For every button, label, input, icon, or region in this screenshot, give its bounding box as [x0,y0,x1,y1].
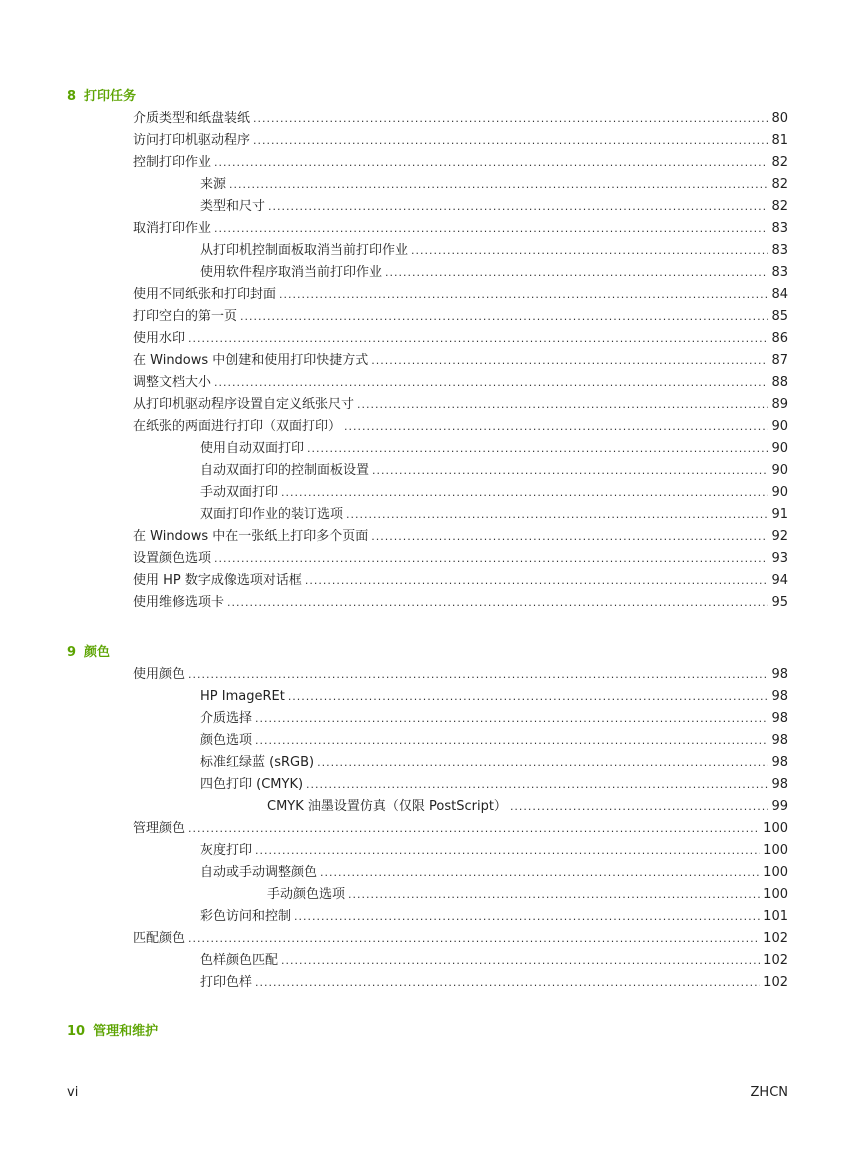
chapter-heading[interactable] [67,645,110,661]
dot-leader [214,221,768,237]
toc-page-number: 100 [763,821,788,836]
toc-entry-title: 双面打印作业的装订选项 [200,507,344,522]
toc-entry-title: 设置颜色选项 [133,551,212,566]
toc-page-number: 87 [771,353,788,368]
toc-entry-title: 打印空白的第一页 [133,309,238,324]
dot-leader [344,419,768,435]
toc-page-number: 81 [771,133,788,148]
dot-leader [279,287,768,303]
toc-entry-title: 介质类型和纸盘装纸 [133,111,251,126]
dot-leader [188,667,768,683]
toc-entry-title: 颜色选项 [200,733,253,748]
toc-entry-title: 控制打印作业 [133,155,212,170]
toc-page-number: 82 [771,199,788,214]
toc-page-number: 85 [771,309,788,324]
toc-entry-title: 使用维修选项卡 [133,595,225,610]
chapter-title: 打印任务 [84,89,137,104]
toc-entry[interactable] [133,931,788,947]
dot-leader [348,887,760,903]
dot-leader [411,243,768,259]
toc-page-number: 102 [763,975,788,990]
dot-leader [372,463,768,479]
chapter-number: 9 [67,645,77,660]
toc-entry[interactable] [200,777,788,793]
toc-page-number: 83 [771,243,788,258]
dot-leader [281,953,760,969]
toc-entry-title: 在 Windows 中在一张纸上打印多个页面 [133,529,369,544]
toc-entry[interactable] [200,953,788,969]
toc-page-number: 86 [771,331,788,346]
dot-leader [346,507,768,523]
chapter-title: 颜色 [84,645,111,660]
toc-entry-title: 在 Windows 中创建和使用打印快捷方式 [133,353,369,368]
toc-entry-title: 色样颜色匹配 [200,953,279,968]
toc-page-number: 99 [771,799,788,814]
toc-page-number: 84 [771,287,788,302]
toc-entry-title: CMYK 油墨设置仿真（仅限 PostScript） [267,799,507,814]
toc-entry[interactable] [200,441,788,457]
toc-entry[interactable] [200,689,788,705]
dot-leader [214,551,768,567]
dot-leader [229,177,768,193]
toc-page-number: 100 [763,843,788,858]
toc-entry-title: 自动双面打印的控制面板设置 [200,463,370,478]
dot-leader [253,111,768,127]
chapter-heading[interactable] [67,1024,158,1040]
dot-leader [385,265,768,281]
toc-entry-title: 从打印机控制面板取消当前打印作业 [200,243,409,258]
toc-entry[interactable] [200,733,788,749]
toc-entry-title: 四色打印 (CMYK) [200,777,304,792]
toc-page-number: 102 [763,953,788,968]
toc-entry[interactable] [200,199,788,215]
dot-leader [214,375,768,391]
toc-entry[interactable] [200,755,788,771]
toc-entry-title: 自动或手动调整颜色 [200,865,318,880]
toc-entry[interactable] [200,463,788,479]
dot-leader [255,975,760,991]
toc-entry-title: 灰度打印 [200,843,253,858]
toc-entry[interactable] [133,595,788,611]
dot-leader [371,529,768,545]
toc-entry[interactable] [133,353,788,369]
toc-page-number: 90 [771,419,788,434]
toc-page-number: 98 [771,711,788,726]
dot-leader [294,909,760,925]
chapter-heading[interactable] [67,89,136,105]
toc-entry-title: 从打印机驱动程序设置自定义纸张尺寸 [133,397,355,412]
toc-entry[interactable] [133,667,788,683]
toc-page-number: 90 [771,441,788,456]
toc-entry[interactable] [200,843,788,859]
toc-entry[interactable] [133,331,788,347]
dot-leader [214,155,768,171]
toc-entry-title: 使用软件程序取消当前打印作业 [200,265,383,280]
chapter-title: 管理和维护 [93,1024,159,1039]
dot-leader [307,441,768,457]
dot-leader [357,397,768,413]
dot-leader [510,799,769,815]
toc-entry-title: 管理颜色 [133,821,186,836]
toc-entry-title: 打印色样 [200,975,253,990]
toc-entry-title: 使用水印 [133,331,186,346]
toc-page-number: 89 [771,397,788,412]
toc-page-number: 82 [771,155,788,170]
dot-leader [255,711,768,727]
toc-entry-title: 类型和尺寸 [200,199,266,214]
toc-entry-title: 使用颜色 [133,667,186,682]
toc-entry[interactable] [200,865,788,881]
toc-entry[interactable] [133,419,788,435]
dot-leader [288,689,769,705]
dot-leader [306,777,768,793]
toc-entry[interactable] [200,975,788,991]
toc-entry-title: 使用自动双面打印 [200,441,305,456]
dot-leader [371,353,768,369]
toc-entry-title: HP ImageREt [200,689,285,704]
toc-entry[interactable] [133,573,788,589]
toc-page-number: 102 [763,931,788,946]
dot-leader [188,931,760,947]
toc-entry[interactable] [133,551,788,567]
toc-entry[interactable] [133,309,788,325]
toc-page-number: 90 [771,485,788,500]
toc-entry[interactable] [267,887,788,903]
toc-page-number: 98 [771,755,788,770]
dot-leader [268,199,768,215]
dot-leader [305,573,769,589]
toc-page-number: 100 [763,865,788,880]
toc-entry[interactable] [133,111,788,127]
toc-entry-title: 使用 HP 数字成像选项对话框 [133,573,302,588]
toc-entry[interactable] [200,243,788,259]
dot-leader [227,595,768,611]
toc-page-number: 83 [771,221,788,236]
toc-page-number: 98 [771,689,788,704]
toc-page-number: 90 [771,463,788,478]
toc-page-number: 94 [771,573,788,588]
dot-leader [253,133,768,149]
toc-entry[interactable] [200,711,788,727]
page-number-footer: vi [67,1085,79,1100]
toc-entry-title: 在纸张的两面进行打印（双面打印） [133,419,342,434]
toc-entry[interactable] [133,287,788,303]
toc-entry[interactable] [133,221,788,237]
toc-entry-title: 介质选择 [200,711,253,726]
toc-entry[interactable] [267,799,788,815]
toc-entry-title: 手动双面打印 [200,485,279,500]
dot-leader [320,865,760,881]
chapter-number: 8 [67,89,77,104]
toc-page-number: 100 [763,887,788,902]
toc-entry-title: 彩色访问和控制 [200,909,292,924]
toc-entry-title: 访问打印机驱动程序 [133,133,251,148]
toc-entry-title: 匹配颜色 [133,931,186,946]
dot-leader [255,843,760,859]
toc-entry[interactable] [133,155,788,171]
chapter-number: 10 [67,1024,86,1039]
toc-entry-title: 来源 [200,177,227,192]
toc-entry[interactable] [133,529,788,545]
toc-entry[interactable] [200,265,788,281]
dot-leader [281,485,768,501]
toc-entry-title: 调整文档大小 [133,375,212,390]
toc-page-number: 91 [771,507,788,522]
toc-entry[interactable] [200,507,788,523]
toc-entry[interactable] [133,821,788,837]
toc-entry[interactable] [133,133,788,149]
toc-page-number: 88 [771,375,788,390]
toc-page-number: 93 [771,551,788,566]
toc-entry[interactable] [133,375,788,391]
dot-leader [188,331,768,347]
toc-page-number: 101 [763,909,788,924]
toc-entry-title: 使用不同纸张和打印封面 [133,287,277,302]
toc-page-number: 95 [771,595,788,610]
toc-page-number: 98 [771,777,788,792]
toc-page-number: 80 [771,111,788,126]
dot-leader [317,755,768,771]
toc-page-number: 98 [771,667,788,682]
toc-page-number: 83 [771,265,788,280]
toc-entry[interactable] [133,397,788,413]
toc-entry[interactable] [200,177,788,193]
dot-leader [188,821,760,837]
toc-page-number: 82 [771,177,788,192]
locale-footer: ZHCN [750,1085,788,1100]
toc-entry[interactable] [200,909,788,925]
toc-entry[interactable] [200,485,788,501]
toc-entry-title: 取消打印作业 [133,221,212,236]
dot-leader [255,733,768,749]
toc-entry-title: 手动颜色选项 [267,887,346,902]
toc-entry-title: 标准红绿蓝 (sRGB) [200,755,315,770]
toc-page-number: 98 [771,733,788,748]
dot-leader [240,309,768,325]
toc-page-number: 92 [771,529,788,544]
